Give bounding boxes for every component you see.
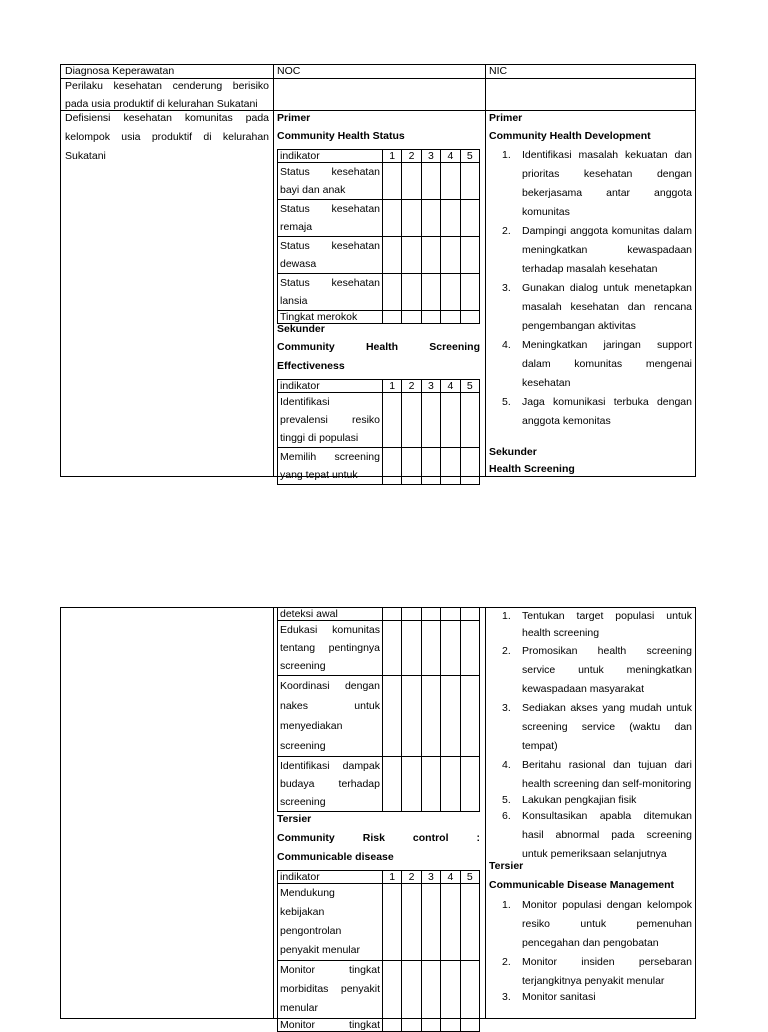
score-cell — [402, 274, 421, 311]
list-item — [502, 699, 692, 756]
item-text: Lakukan pengkajian fisik — [522, 794, 637, 806]
list-item — [502, 953, 692, 991]
table-row — [278, 274, 480, 311]
score-cell — [441, 961, 460, 1019]
nic-tersier-list — [502, 896, 692, 1004]
nic-primer-list — [502, 146, 692, 431]
score-cell — [460, 448, 479, 485]
score-cell — [421, 676, 440, 757]
indicator-name: Monitor tingkat morbiditas penyakit menular — [278, 961, 383, 1019]
noc-sekunder-title-line1: Community Health Screening — [277, 341, 480, 353]
indicator-name: deteksi awal — [278, 608, 383, 621]
item-text: Tentukan target populasi untuk health screening — [522, 610, 692, 639]
item-number: 3. — [502, 282, 511, 294]
list-item — [502, 222, 692, 279]
item-text: Monitor sanitasi — [522, 991, 596, 1003]
indicator-name: Status kesehatan lansia — [278, 274, 383, 311]
noc-tersier-indicator-table — [277, 870, 480, 1032]
score-cell — [441, 274, 460, 311]
list-item — [502, 336, 692, 393]
score-cell — [402, 961, 421, 1019]
nic-tersier-label: Tersier — [489, 860, 524, 872]
score-cell — [421, 1019, 440, 1032]
score-cell — [441, 757, 460, 812]
table-header-row — [278, 871, 480, 884]
score-cell — [460, 1019, 479, 1032]
score-cell — [441, 884, 460, 961]
score-cell — [460, 237, 479, 274]
nic-sekunder-title: Health Screening — [489, 463, 575, 475]
score-cell — [441, 393, 460, 448]
score-cell — [441, 237, 460, 274]
noc-sekunder-indicator-table-cont — [277, 607, 480, 812]
score-cell — [421, 311, 440, 324]
scale-3: 3 — [421, 380, 440, 393]
item-number: 1. — [502, 899, 511, 911]
score-cell — [441, 311, 460, 324]
score-cell — [383, 163, 402, 200]
item-number: 5. — [502, 396, 511, 408]
score-cell — [383, 1019, 402, 1032]
table-header-row — [278, 380, 480, 393]
score-cell — [460, 200, 479, 237]
header-diagnosa: Diagnosa Keperawatan — [65, 65, 175, 77]
item-number: 1. — [502, 149, 511, 161]
list-item — [502, 642, 692, 699]
score-cell — [383, 311, 402, 324]
scale-1: 1 — [383, 380, 402, 393]
indicator-name: Identifikasi prevalensi resiko tinggi di populasi — [278, 393, 383, 448]
table-page-2 — [60, 607, 696, 1031]
score-cell — [383, 448, 402, 485]
noc-primer-indicator-table — [277, 149, 480, 324]
score-cell — [421, 621, 440, 676]
score-cell — [441, 676, 460, 757]
indikator-header: indikator — [278, 150, 383, 163]
nic-tersier-title: Communicable Disease Management — [489, 879, 674, 891]
score-cell — [460, 311, 479, 324]
score-cell — [402, 757, 421, 812]
item-text: Monitor insiden persebaran terjangkitnya penyakit menular — [522, 956, 692, 987]
score-cell — [421, 448, 440, 485]
nic-sekunder-label: Sekunder — [489, 446, 537, 458]
scale-2: 2 — [402, 380, 421, 393]
score-cell — [460, 621, 479, 676]
table-row — [278, 757, 480, 812]
item-number: 2. — [502, 645, 511, 657]
score-cell — [402, 621, 421, 676]
indicator-name: Identifikasi dampak budaya terhadap screening — [278, 757, 383, 812]
item-text: Jaga komunikasi terbuka dengan anggota kemonitas — [522, 396, 692, 427]
scale-3: 3 — [421, 871, 440, 884]
table-page-1 — [60, 64, 696, 481]
indicator-name: Mendukung kebijakan pengontrolan penyakit menular — [278, 884, 383, 961]
score-cell — [421, 961, 440, 1019]
score-cell — [421, 274, 440, 311]
score-cell — [421, 393, 440, 448]
score-cell — [460, 757, 479, 812]
item-number: 4. — [502, 339, 511, 351]
score-cell — [460, 884, 479, 961]
scale-4: 4 — [441, 380, 460, 393]
item-text: Beritahu rasional dan tujuan dari health screening dan self-monitoring — [522, 759, 692, 790]
column-divider — [273, 608, 274, 1018]
header-nic: NIC — [489, 65, 508, 77]
score-cell — [383, 237, 402, 274]
indicator-name: Monitor tingkat — [278, 1019, 383, 1032]
score-cell — [402, 163, 421, 200]
score-cell — [383, 200, 402, 237]
scale-2: 2 — [402, 150, 421, 163]
score-cell — [383, 757, 402, 812]
list-item — [502, 991, 692, 1004]
score-cell — [441, 163, 460, 200]
score-cell — [421, 608, 440, 621]
scale-1: 1 — [383, 150, 402, 163]
score-cell — [402, 1019, 421, 1032]
noc-tersier-label: Tersier — [277, 813, 312, 825]
score-cell — [460, 393, 479, 448]
score-cell — [441, 608, 460, 621]
table-header-row — [278, 150, 480, 163]
score-cell — [402, 393, 421, 448]
table-row — [278, 961, 480, 1019]
score-cell — [383, 393, 402, 448]
table-row — [278, 200, 480, 237]
diagnosis-row1: Perilaku kesehatan cenderung berisiko pada usia produktif di kelurahan Sukatani — [65, 80, 269, 110]
score-cell — [441, 200, 460, 237]
score-cell — [402, 237, 421, 274]
column-divider — [485, 608, 486, 1018]
score-cell — [402, 311, 421, 324]
table-row — [278, 1019, 480, 1032]
noc-tersier-title-line2: Communicable disease — [277, 851, 394, 863]
item-number: 4. — [502, 759, 511, 771]
noc-sekunder-indicator-table — [277, 379, 480, 485]
noc-primer-label: Primer — [277, 112, 311, 124]
noc-primer-title: Community Health Status — [277, 130, 405, 142]
item-number: 5. — [502, 794, 511, 806]
list-item — [502, 146, 692, 222]
indicator-name: Status kesehatan remaja — [278, 200, 383, 237]
score-cell — [421, 237, 440, 274]
header-noc: NOC — [277, 65, 301, 77]
indicator-name: Status kesehatan dewasa — [278, 237, 383, 274]
score-cell — [421, 163, 440, 200]
item-number: 1. — [502, 610, 511, 622]
item-text: Gunakan dialog untuk menetapkan masalah kesehatan dan rencana pengembangan aktivitas — [522, 282, 692, 332]
scale-1: 1 — [383, 871, 402, 884]
nic-sekunder-list — [502, 608, 692, 864]
item-text: Meningkatkan jaringan support dalam komunitas mengenai kesehatan — [522, 339, 692, 389]
noc-sekunder-label: Sekunder — [277, 323, 325, 335]
indicator-name: Koordinasi dengan nakes untuk menyediakan screening — [278, 676, 383, 757]
diagnosis-row2: Defisiensi kesehatan komunitas pada kelompok usia produktif di kelurahan Sukatani — [65, 112, 269, 162]
list-item — [502, 807, 692, 864]
indikator-header: indikator — [278, 871, 383, 884]
score-cell — [383, 274, 402, 311]
score-cell — [421, 757, 440, 812]
column-divider — [273, 65, 274, 476]
item-text: Sediakan akses yang mudah untuk screening service (waktu dan tempat) — [522, 702, 692, 752]
score-cell — [460, 163, 479, 200]
noc-tersier-title-line1: Community Risk control : — [277, 832, 480, 844]
nic-primer-label: Primer — [489, 112, 523, 124]
score-cell — [383, 608, 402, 621]
nic-primer-title: Community Health Development — [489, 130, 651, 142]
score-cell — [383, 884, 402, 961]
score-cell — [441, 448, 460, 485]
score-cell — [402, 448, 421, 485]
table-row — [278, 163, 480, 200]
score-cell — [383, 621, 402, 676]
scale-4: 4 — [441, 871, 460, 884]
item-number: 6. — [502, 810, 511, 822]
list-item — [502, 794, 692, 807]
table-row — [278, 884, 480, 961]
score-cell — [383, 961, 402, 1019]
table-row — [278, 608, 480, 621]
scale-3: 3 — [421, 150, 440, 163]
item-number: 2. — [502, 225, 511, 237]
scale-2: 2 — [402, 871, 421, 884]
table-row — [278, 393, 480, 448]
score-cell — [402, 608, 421, 621]
score-cell — [460, 274, 479, 311]
indicator-name: Tingkat merokok — [278, 311, 383, 324]
item-number: 3. — [502, 991, 511, 1003]
table-row — [278, 237, 480, 274]
item-text: Monitor populasi dengan kelompok resiko untuk pemenuhan pencegahan dan pengobatan — [522, 899, 692, 949]
score-cell — [402, 200, 421, 237]
score-cell — [402, 884, 421, 961]
score-cell — [383, 676, 402, 757]
score-cell — [460, 961, 479, 1019]
noc-sekunder-title-line2: Effectiveness — [277, 360, 345, 372]
table-row — [278, 676, 480, 757]
score-cell — [421, 200, 440, 237]
list-item — [502, 279, 692, 336]
indicator-name: Status kesehatan bayi dan anak — [278, 163, 383, 200]
list-item — [502, 756, 692, 794]
item-text: Promosikan health screening service untuk meningkatkan kewaspadaan masyarakat — [522, 645, 692, 695]
list-item — [502, 393, 692, 431]
scale-5: 5 — [460, 150, 479, 163]
score-cell — [460, 608, 479, 621]
score-cell — [441, 621, 460, 676]
scale-5: 5 — [460, 380, 479, 393]
table-row — [278, 448, 480, 485]
list-item — [502, 608, 692, 642]
item-text: Identifikasi masalah kekuatan dan prioritas kesehatan dengan bekerjasama antar anggota komunitas — [522, 149, 692, 218]
column-divider — [485, 65, 486, 476]
item-number: 3. — [502, 702, 511, 714]
item-text: Konsultasikan apabla ditemukan hasil abnormal pada screening untuk pemeriksaan selanjutnya — [522, 810, 692, 860]
scale-4: 4 — [441, 150, 460, 163]
indicator-name: Edukasi komunitas tentang pentingnya screening — [278, 621, 383, 676]
indikator-header: indikator — [278, 380, 383, 393]
score-cell — [402, 676, 421, 757]
table-row — [278, 621, 480, 676]
item-number: 2. — [502, 956, 511, 968]
score-cell — [460, 676, 479, 757]
scale-5: 5 — [460, 871, 479, 884]
score-cell — [441, 1019, 460, 1032]
score-cell — [421, 884, 440, 961]
indicator-name: Memilih screening yang tepat untuk — [278, 448, 383, 485]
list-item — [502, 896, 692, 953]
item-text: Dampingi anggota komunitas dalam meningkatkan kewaspadaan terhadap masalah kesehatan — [522, 225, 692, 275]
